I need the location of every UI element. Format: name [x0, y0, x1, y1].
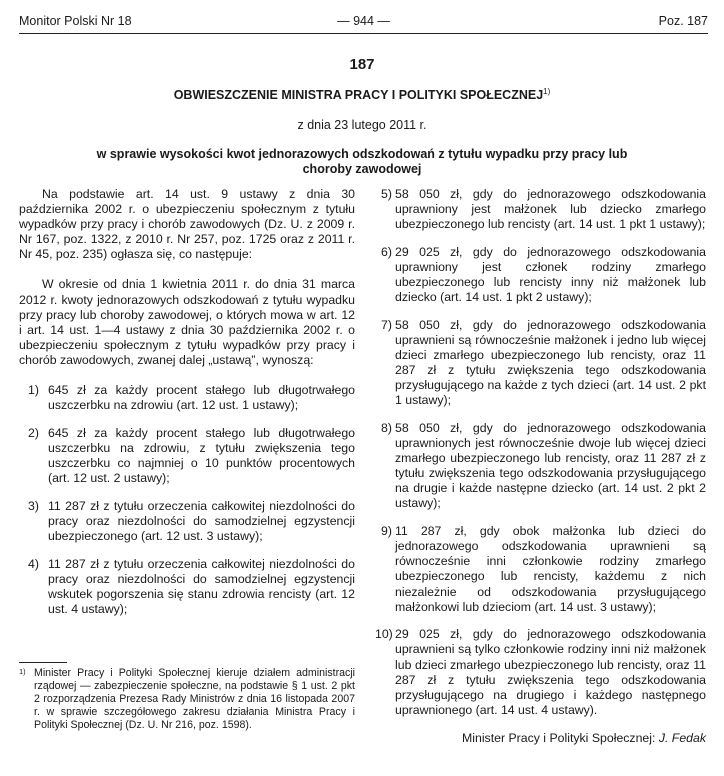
amount-list-right: [375, 187, 706, 718]
footnote-rule: [19, 662, 67, 663]
journal-name: Monitor Polski Nr 18: [19, 14, 132, 28]
document-number: 187: [349, 56, 375, 73]
footnote: [19, 667, 355, 732]
item-number: 2): [28, 425, 39, 440]
signature-name: J. Fedak: [658, 731, 706, 745]
item-number: 10): [375, 627, 393, 642]
item-text: 11 287 zł z tytułu orzeczenia całkowitej niezdolności do pracy oraz niezdolności do samodzielnej egzystencji wskutek pogorszenia się stanu zdrowia rencisty (art. 12 ust. 4 ustawy);: [48, 556, 355, 616]
amount-list-left: [19, 383, 355, 617]
item-text: 645 zł za każdy procent stałego lub długotrwałego uszczerbku na zdrowiu (art. 12 ust. 1 ustawy);: [48, 383, 355, 413]
signature: [462, 731, 706, 745]
item-number: 1): [28, 383, 39, 398]
list-item: [375, 524, 706, 615]
list-item: [19, 557, 355, 617]
period-paragraph: W okresie od dnia 1 kwietnia 2011 r. do dnia 31 marca 2012 r. kwoty jednorazowych odszkodowań z tytułu wypadku przy pracy lub choroby zawodowej, o których mowa w art. 12 i art. 14 ust. 1—4 ustawy z dnia 30 października 2002 r. o ubezpieczeniu społecznym z tytułu wypadków przy pracy i chorób zawodowych, zwanej dalej „ustawą”, wynoszą:: [19, 277, 355, 367]
document-title: [30, 87, 694, 102]
list-item: [375, 318, 706, 409]
header-rule: [19, 33, 708, 34]
list-item: [375, 187, 706, 232]
title-text: OBWIESZCZENIE MINISTRA PRACY I POLITYKI SPOŁECZNEJ: [173, 88, 544, 103]
signature-role: Minister Pracy i Polityki Społecznej:: [462, 731, 656, 745]
item-text: 11 287 zł z tytułu orzeczenia całkowitej niezdolności do pracy oraz niezdolności do samodzielnej egzystencji ubezpieczonego (art. 12 ust. 3 ustawy);: [48, 498, 355, 543]
item-text: 29 025 zł, gdy do jednorazowego odszkodowania uprawnieni są tylko członkowie rodziny inni niż małżonek lub dzieci zmarłego ubezpieczonego lub rencisty, oraz 11 287 zł z tytułu zwiększenia tego odszkodowania przysługującego na drugiego i każdego następnego uprawnionego (art. 14 ust. 4 ustawy).: [395, 627, 706, 717]
list-item: [375, 627, 706, 718]
item-text: 58 050 zł, gdy do jednorazowego odszkodowania uprawniony jest małżonek lub dziecko zmarłego ubezpieczonego lub rencisty (art. 14 ust. 1 pkt 1 ustawy);: [395, 187, 706, 232]
item-text: 29 025 zł, gdy do jednorazowego odszkodowania uprawniony jest członek rodziny zmarłego ubezpieczonego lub rencisty inny niż małżonek lub dziecko (art. 14 ust. 1 pkt 2 ustawy);: [395, 244, 706, 305]
list-item: [19, 426, 355, 486]
intro-paragraph: Na podstawie art. 14 ust. 9 ustawy z dnia 30 października 2002 r. o ubezpieczeniu społecznym z tytułu wypadków przy pracy i chorób zawodowych (Dz. U. z 2009 r. Nr 167, poz. 1322, z 2010 r. Nr 257, poz. 1725 oraz z 2011 r. Nr 45, poz. 235) ogłasza się, co następuje:: [19, 187, 355, 262]
item-number: 6): [381, 244, 392, 259]
list-item: [375, 421, 706, 512]
item-number: 5): [381, 187, 392, 201]
right-column: [375, 187, 706, 730]
page-header: [19, 14, 708, 32]
item-text: 58 050 zł, gdy do jednorazowego odszkodowania uprawnieni są równocześnie małżonek i jedno lub więcej dzieci zmarłego ubezpieczonego lub rencisty, oraz 11 287 zł z tytułu zwiększenia tego odszkodowania przysługującego na każde z tych dzieci (art. 14 ust. 2 pkt 1 ustawy);: [395, 317, 706, 408]
item-number: 3): [28, 498, 39, 513]
list-item: [375, 245, 706, 305]
document-date: z dnia 23 lutego 2011 r.: [297, 118, 427, 132]
item-text: 645 zł za każdy procent stałego lub długotrwałego uszczerbku na zdrowiu, z tytułu zwiększenia tego uszczerbku co najmniej o 10 punktów procentowych (art. 12 ust. 2 ustawy);: [48, 425, 355, 486]
left-column: [19, 187, 355, 630]
page-number: — 944 —: [337, 14, 390, 28]
footnote-ref: 1): [543, 87, 551, 96]
item-text: 11 287 zł, gdy obok małżonka lub dzieci do jednorazowego odszkodowania uprawnieni są równocześnie inni członkowie rodziny zmarłego ubezpieczonego lub rencisty, każdemu z nich niezależnie od odszkodowania przysługującego małżonkowi lub dzieciom (art. 14 ust. 3 ustawy);: [395, 524, 706, 614]
document-subject: w sprawie wysokości kwot jednorazowych odszkodowań z tytułu wypadku przy pracy lub choroby zawodowej: [96, 147, 628, 176]
footnote-text: Minister Pracy i Polityki Społecznej kieruje działem administracji rządowej — zabezpieczenie społeczne, na podstawie § 1 ust. 2 pkt 2 rozporządzenia Prezesa Rady Ministrów z dnia 16 listopada 2007 r. w sprawie szczegółowego zakresu działania Ministra Pracy i Polityki Społecznej (Dz. U. Nr 216, poz. 1598).: [34, 667, 355, 731]
item-text: 58 050 zł, gdy do jednorazowego odszkodowania uprawnionych jest równocześnie dwoje lub więcej dzieci zmarłego ubezpieczonego lub rencisty, oraz 11 287 zł z tytułu zwiększenia tego odszkodowania przysługującego na drugie i każde następne dziecko (art. 14 ust. 2 pkt 2 ustawy);: [395, 421, 706, 511]
list-item: [19, 383, 355, 413]
item-number: 7): [381, 317, 392, 332]
footnote-marker: 1): [19, 667, 26, 676]
position-number: Poz. 187: [658, 14, 708, 28]
item-number: 4): [28, 556, 39, 571]
list-item: [19, 499, 355, 544]
item-number: 8): [381, 421, 392, 435]
item-number: 9): [381, 524, 392, 539]
